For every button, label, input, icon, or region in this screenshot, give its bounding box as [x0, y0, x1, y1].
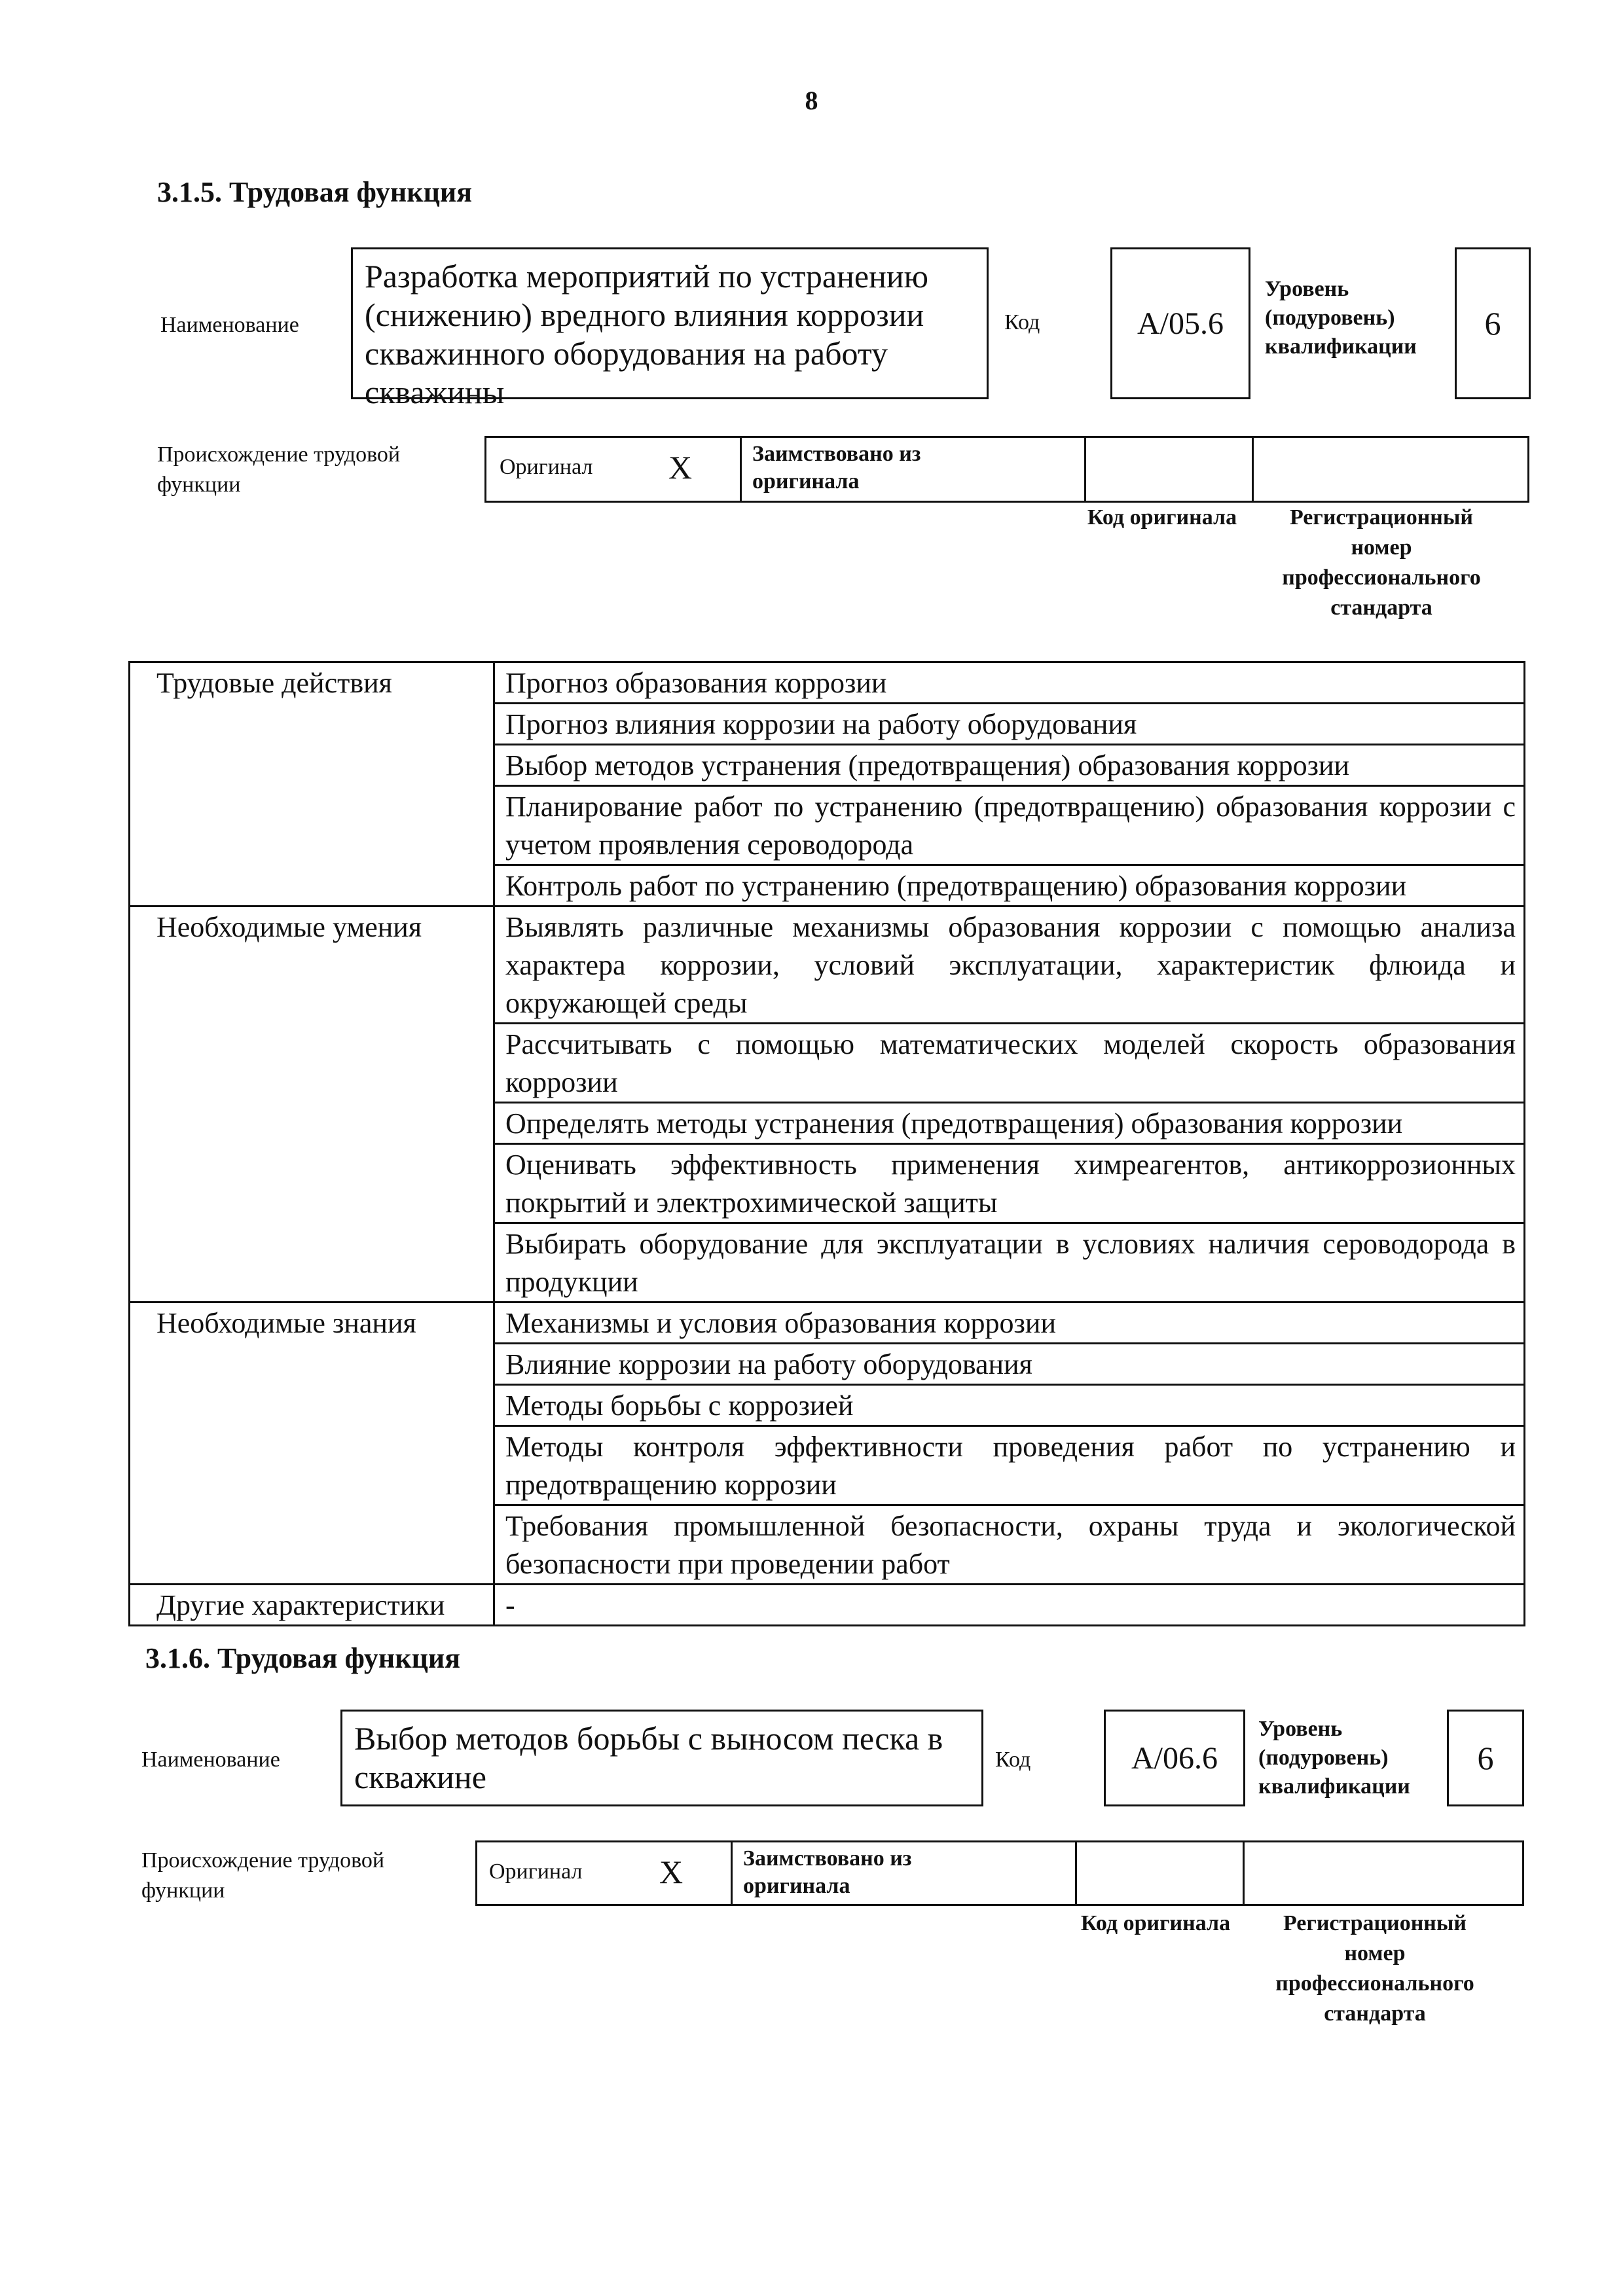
name-label: Наименование	[160, 313, 299, 337]
caption-code-original: Код оригинала	[1080, 1911, 1231, 1935]
origin-mark: X	[659, 1854, 684, 1890]
table-row	[130, 1585, 1525, 1626]
origin-original-cell	[477, 1842, 733, 1904]
level-label	[1265, 275, 1417, 361]
origin-mark: X	[668, 449, 693, 486]
level-value: 6	[1477, 1740, 1494, 1776]
origin-borrowed-label: Заимствовано из оригинала	[752, 442, 921, 493]
requirements-table	[128, 661, 1525, 1626]
code-value-box	[1110, 247, 1250, 399]
table-cell: Методы контроля эффективности проведения работ по устранению и предотвращению коррозии	[494, 1426, 1525, 1505]
level-label	[1258, 1715, 1410, 1801]
function-name-box	[351, 247, 989, 410]
table-row	[130, 1302, 1525, 1344]
origin-code-cell	[1086, 438, 1254, 501]
caption-registration-number: Регистрационный номер профессионального стандарта	[1275, 1911, 1474, 2026]
table-cell: Выявлять различные механизмы образования коррозии с помощью анализа характера коррозии, условий эксплуатации, характеристик флюида и окружающей среды	[494, 906, 1525, 1024]
origin-code-cell	[1077, 1842, 1245, 1904]
level-value-box	[1455, 247, 1531, 399]
level-value-box	[1447, 1710, 1524, 1806]
level-label-line: Уровень	[1258, 1717, 1343, 1741]
table-cell: Механизмы и условия образования коррозии	[494, 1302, 1525, 1344]
page-number: 8	[805, 86, 818, 115]
table-cell: Контроль работ по устранению (предотвращению) образования коррозии	[494, 865, 1525, 906]
table-row	[130, 662, 1525, 704]
origin-label: Происхождение трудовой функции	[157, 442, 401, 497]
table-cell: Выбирать оборудование для эксплуатации в условиях наличия сероводорода в продукции	[494, 1223, 1525, 1302]
caption-registration-number: Регистрационный номер профессионального стандарта	[1282, 505, 1481, 620]
group-label: Необходимые умения	[130, 906, 494, 1302]
level-label-line: (подуровень)	[1258, 1746, 1389, 1770]
section-title: 3.1.5. Трудовая функция	[157, 176, 473, 208]
code-value-box	[1104, 1710, 1245, 1806]
level-label-line: квалификации	[1258, 1774, 1410, 1799]
caption-code-original: Код оригинала	[1087, 505, 1237, 529]
group-label: Трудовые действия	[130, 662, 494, 906]
table-cell: Влияние коррозии на работу оборудования	[494, 1344, 1525, 1385]
function-name: Разработка мероприятий по устранению (снижению) вредного влияния коррозии скважинного оборудования на работу скважины	[365, 258, 928, 410]
level-label-line: Уровень	[1265, 277, 1349, 301]
table-cell: Рассчитывать с помощью математических моделей скорость образования коррозии	[494, 1024, 1525, 1103]
code-value: А/05.6	[1137, 306, 1224, 341]
name-label: Наименование	[141, 1748, 280, 1772]
origin-row	[475, 1840, 1524, 1906]
origin-borrowed-label: Заимствовано из оригинала	[743, 1846, 912, 1898]
group-label: Другие характеристики	[130, 1585, 494, 1626]
table-cell: Методы борьбы с коррозией	[494, 1385, 1525, 1426]
origin-reg-cell	[1254, 438, 1527, 501]
table-cell: Оценивать эффективность применения химреагентов, антикоррозионных покрытий и электрохимической защиты	[494, 1144, 1525, 1223]
code-value: А/06.6	[1131, 1740, 1218, 1776]
origin-reg-cell	[1245, 1842, 1522, 1904]
origin-borrowed-cell	[742, 438, 1086, 501]
function-name-box	[340, 1710, 983, 1806]
origin-borrowed-cell	[733, 1842, 1077, 1904]
level-value: 6	[1484, 305, 1501, 342]
code-label: Код	[1004, 310, 1040, 334]
group-label: Необходимые знания	[130, 1302, 494, 1585]
function-name: Выбор методов борьбы с выносом песка в скважине	[354, 1720, 943, 1795]
table-cell: Планирование работ по устранению (предотвращению) образования коррозии с учетом проявления сероводорода	[494, 786, 1525, 865]
origin-original-label: Оригинал	[489, 1859, 583, 1884]
origin-original-cell	[486, 438, 742, 501]
origin-row	[484, 436, 1529, 503]
level-label-line: (подуровень)	[1265, 306, 1395, 330]
origin-original-label: Оригинал	[500, 455, 593, 479]
table-cell: Прогноз влияния коррозии на работу оборудования	[494, 704, 1525, 745]
table-cell: -	[494, 1585, 1525, 1626]
section-title: 3.1.6. Трудовая функция	[145, 1642, 461, 1674]
table-cell: Определять методы устранения (предотвращения) образования коррозии	[494, 1103, 1525, 1144]
origin-label: Происхождение трудовой функции	[141, 1848, 385, 1903]
code-label: Код	[995, 1748, 1031, 1772]
table-cell: Прогноз образования коррозии	[494, 662, 1525, 704]
table-cell: Выбор методов устранения (предотвращения) образования коррозии	[494, 745, 1525, 786]
table-cell: Требования промышленной безопасности, охраны труда и экологической безопасности при проведении работ	[494, 1505, 1525, 1585]
table-row	[130, 906, 1525, 1024]
level-label-line: квалификации	[1265, 334, 1417, 359]
